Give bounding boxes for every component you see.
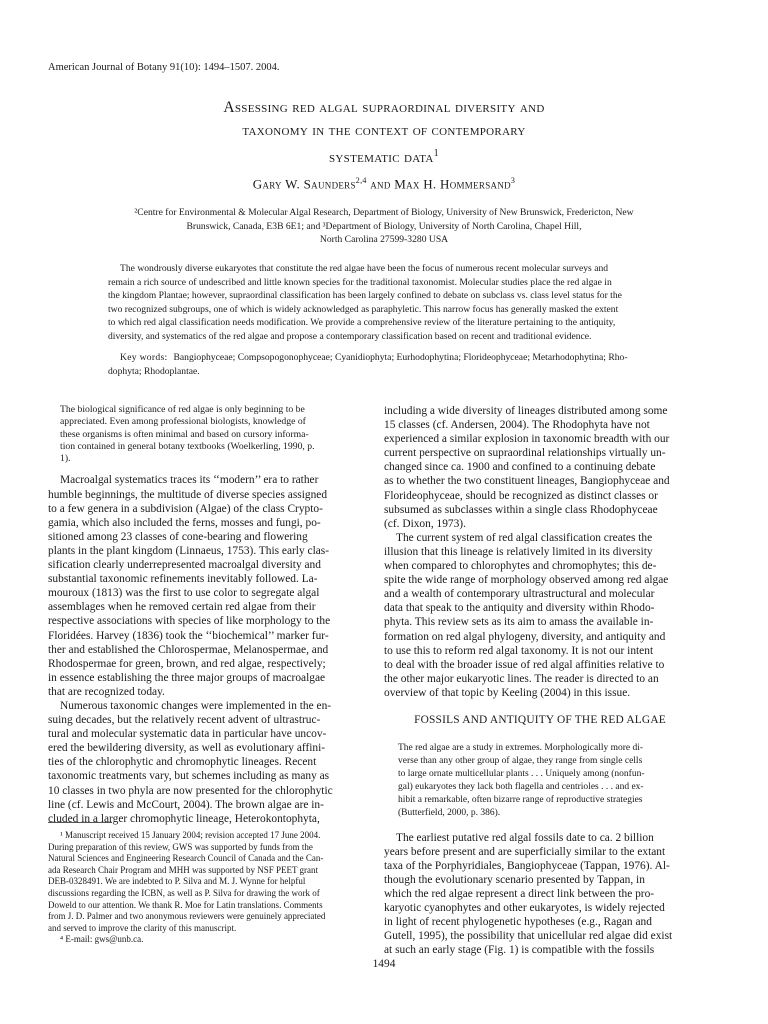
epigraph-quote <box>398 742 696 821</box>
body-line: karyotic cyanophytes and other eukaryotes, is widely rejected <box>384 902 665 914</box>
footnote-line: ⁴ E-mail: gws@unb.ca. <box>60 934 144 945</box>
paragraph <box>48 473 360 699</box>
body-line: substantial taxonomic refinements inevitably followed. La- <box>48 573 318 586</box>
author-name: Max H. Hommersand <box>394 176 511 192</box>
body-line: which the red algae represent a direct link between the pro- <box>384 887 655 900</box>
body-line: at such an early stage (Fig. 1) is compatible with the fossils <box>384 944 655 957</box>
body-line: as to whether the two constituent lineages, Bangiophyceae and <box>384 475 670 488</box>
keywords-line: dophyta; Rhodoplantae. <box>108 365 200 377</box>
body-line: including a wide diversity of lineages distributed among some <box>384 405 668 417</box>
body-line: experienced a similar explosion in taxonomic breadth with our <box>384 433 670 446</box>
title-line: taxonomy in the context of contemporary <box>242 122 526 139</box>
body-line: line (cf. Lewis and McCourt, 2004). The brown algae are in- <box>48 798 324 811</box>
article-title <box>60 96 708 169</box>
footnote-line: discussions regarding the ICBN, as well as P. Silva for drawing the work of <box>48 887 320 898</box>
body-line: when compared to chlorophytes and chromophytes; this de- <box>384 560 657 573</box>
body-line: to use this to reform red algal taxonomy. It is not our intent <box>384 644 654 657</box>
body-line: spite the wide range of morphology observed among red algae <box>384 574 669 587</box>
body-line: Numerous taxonomic changes were implemented in the en- <box>60 699 332 712</box>
body-line: that are recognized today. <box>48 685 165 698</box>
epigraph-line: The red algae are a study in extremes. Morphologically more di- <box>398 742 644 753</box>
paragraph <box>384 404 696 531</box>
epigraph-line: to large ornate multicellular plants . . . Uniquely among (nonfun- <box>398 769 645 780</box>
footnote-line: During preparation of this review, GWS was supported by funds from the <box>48 841 313 852</box>
affiliation-line: Brunswick, Canada, E3B 6E1; and ³Department of Biology, University of North Carolina, Chapel Hill, <box>186 220 582 232</box>
footnote-line: ¹ Manuscript received 15 January 2004; revision accepted 17 June 2004. <box>60 830 321 840</box>
body-line: cluded in a larger chromophytic lineage, Heterokontophyta, <box>48 812 320 825</box>
body-line: tural and molecular systematic data in particular have uncov- <box>48 728 327 741</box>
footnote-line: from J. D. Palmer and two anonymous reviewers were genuinely appreciated <box>48 911 326 922</box>
journal-citation: American Journal of Botany 91(10): 1494–1507. 2004. <box>48 62 280 73</box>
abstract <box>108 262 660 343</box>
page-number: 1494 <box>372 958 396 970</box>
epigraph-line: hibit a remarkable, often bizarre range of reproductive strategies <box>398 795 643 806</box>
body-line: data that speak to the antiquity and diversity within Rhodo- <box>384 602 655 615</box>
body-line: sitioned among 23 classes of cone-bearing and flowering <box>48 530 308 543</box>
title-line: Assessing red algal supraordinal diversity and <box>223 99 545 116</box>
intro-line: The biological significance of red algae is only beginning to be <box>60 404 305 415</box>
body-line: Florideophyceae, should be recognized as distinct classes or <box>384 489 658 502</box>
footnote-line: Doweld to our attention. We thank R. Moe for Latin translations. Comments <box>48 899 323 910</box>
paragraph <box>384 531 696 700</box>
body-line: taxa of the Porphyridiales, Bangiophyceae (Tappan, 1976). Al- <box>384 859 670 872</box>
body-line: The earliest putative red algal fossils date to ca. 2 billion <box>396 831 654 844</box>
section-heading: FOSSILS AND ANTIQUITY OF THE RED ALGAE <box>414 713 666 726</box>
keywords-label: Key words: <box>120 352 168 363</box>
body-line: illusion that this lineage is relatively limited in its diversity <box>384 545 653 558</box>
intro-line: 1). <box>60 453 71 465</box>
body-line: 10 classes in two phyla are now presented for the chlorophytic <box>48 784 333 797</box>
body-line: and a wealth of contemporary ultrastructural and molecular <box>384 588 655 601</box>
abstract-line: remain a rich source of undescribed and little known species for the traditional taxonomist. Molecular studies place the red algae in <box>108 276 612 288</box>
title-line-text: systematic data <box>329 149 434 167</box>
footnote-line: and served to improve the clarity of this manuscript. <box>48 922 237 933</box>
body-line: suing decades, but the relatively recent advent of ultrastruc- <box>48 714 321 727</box>
abstract-line: the kingdom Plantae; however, supraordinal classification has been largely confined to debate on subclass vs. class level status for the <box>108 290 622 301</box>
body-line: ties of the chlorophytic and chromophytic lineages. Recent <box>48 756 317 769</box>
title-footnote-mark: 1 <box>433 148 439 159</box>
body-line: overview of that topic by Keeling (2004) in this issue. <box>384 686 631 699</box>
footnotes <box>48 830 360 946</box>
intro-quote <box>60 404 360 465</box>
affiliation-line: North Carolina 27599-3280 USA <box>319 234 449 245</box>
body-line: current perspective on supraordinal relationships virtually un- <box>384 447 666 460</box>
body-line: The current system of red algal classification creates the <box>396 531 653 544</box>
body-line: in essence establishing the three major groups of macroalgae <box>48 671 326 684</box>
title-line <box>60 142 708 169</box>
epigraph-line: (Butterfield, 2000, p. 386). <box>398 808 501 819</box>
body-line: taxonomic treatments vary, but schemes including as many as <box>48 770 330 783</box>
keywords-text: Bangiophyceae; Compsopogonophyceae; Cyanidiophyta; Eurhodophytina; Florideophyceae; Metarhodophytina; Rho- <box>173 352 628 363</box>
right-column <box>384 404 696 957</box>
left-column <box>48 404 360 826</box>
author-affiliation-mark: 2,4 <box>355 176 367 185</box>
body-line: subsumed as subclasses within a single class Rhodophyceae <box>384 503 658 516</box>
intro-line: appreciated. Even among professional biologists, knowledge of <box>60 416 306 428</box>
body-line: though the evolutionary scenario presented by Tappan, in <box>384 873 645 886</box>
footnote-line: Natural Sciences and Engineering Research Council of Canada and the Can- <box>48 853 324 864</box>
body-line: changed since ca. 1900 and confined to a continuing debate <box>384 461 656 474</box>
body-line: to deal with the broader issue of red algal affinities relative to <box>384 658 665 671</box>
body-line: Gutell, 1995), the possibility that unicellular red algae did exist <box>384 930 673 943</box>
body-line: respective associations with species of like morphology to the <box>48 615 331 628</box>
abstract-line: The wondrously diverse eukaryotes that constitute the red algae have been the focus of numerous recent molecular surveys and <box>120 263 609 274</box>
body-line: phyta. This review sets as its aim to amass the available in- <box>384 616 654 629</box>
body-line: Macroalgal systematics traces its ‘‘modern’’ era to rather <box>60 474 319 487</box>
abstract-line: to which red algal classification needs modification. We provide a comprehensive review of the literature pertaining to the antiquity, <box>108 317 616 328</box>
epigraph-line: verse than any other group of algae, they range from single cells <box>398 756 643 767</box>
footnote-divider <box>48 822 112 823</box>
body-line: in light of recent phylogenetic hypotheses (e.g., Ragan and <box>384 916 652 929</box>
author-affiliation-mark: 3 <box>510 176 516 185</box>
abstract-line: two recognized subgroups, one of which is widely acknowledged as paraphyletic. This narrow focus has generally masked the extent <box>108 303 619 315</box>
abstract-line: diversity, and systematics of the red algae and propose a contemporary classification based on recent and traditional evidence. <box>108 330 592 342</box>
body-line: ered the bewildering diversity, as well as evolutionary affini- <box>48 742 326 755</box>
body-line: the other major eukaryotic lines. The reader is directed to an <box>384 672 659 685</box>
body-line: sification clearly underrepresented macroalgal diversity and <box>48 559 321 572</box>
body-line: formation on red algal phylogeny, diversity, and antiquity and <box>384 630 666 643</box>
body-line: ther and established the Chlorospermae, Melanospermae, and <box>48 643 329 656</box>
body-line: humble beginnings, the multitude of diverse species assigned <box>48 488 328 501</box>
keywords-line <box>108 351 660 365</box>
body-line: years before present and are superficially similar to the extant <box>384 845 666 858</box>
epigraph-line: gal) eukaryotes they lack both flagella and centrioles . . . and ex- <box>398 782 644 793</box>
footnote-line: ada Research Chair Program and MHH was supported by NSF PEET grant <box>48 864 319 875</box>
body-line: mouroux (1813) was the first to use color to segregate algal <box>48 587 320 600</box>
paragraph <box>384 831 696 958</box>
body-line: Rhodospermae for green, brown, and red algae, respectively; <box>48 657 326 670</box>
body-line: (cf. Dixon, 1973). <box>384 517 466 530</box>
body-line: 15 classes (cf. Andersen, 2004). The Rhodophyta have not <box>384 419 650 432</box>
author-conjunction: and <box>370 176 391 192</box>
body-line: plants in the plant kingdom (Linnaeus, 1753). This early clas- <box>48 544 330 557</box>
author-list <box>60 176 708 192</box>
affiliations <box>90 206 678 247</box>
body-line: Floridées. Harvey (1836) took the ‘‘biochemical’’ marker fur- <box>48 629 329 642</box>
body-line: gamia, which also included the ferns, mosses and fungi, po- <box>48 516 321 529</box>
footnote-line: DEB-0328491. We are indebted to P. Silva and M. J. Wynne for helpful <box>48 876 306 887</box>
paragraph <box>48 699 360 826</box>
intro-line: these organisms is often minimal and based on cursory informa- <box>60 428 309 440</box>
body-line: to a few genera in a subdivision (Algae) of the class Crypto- <box>48 502 323 515</box>
intro-line: tion contained in general botany textbooks (Woelkerling, 1990, p. <box>60 440 315 452</box>
affiliation-line: ²Centre for Environmental & Molecular Algal Research, Department of Biology, University of New Brunswick, Fredericton, New <box>134 207 634 218</box>
body-line: assemblages when he removed certain red algae from their <box>48 601 316 614</box>
keywords <box>108 351 660 378</box>
author-name: Gary W. Saunders <box>252 176 356 192</box>
